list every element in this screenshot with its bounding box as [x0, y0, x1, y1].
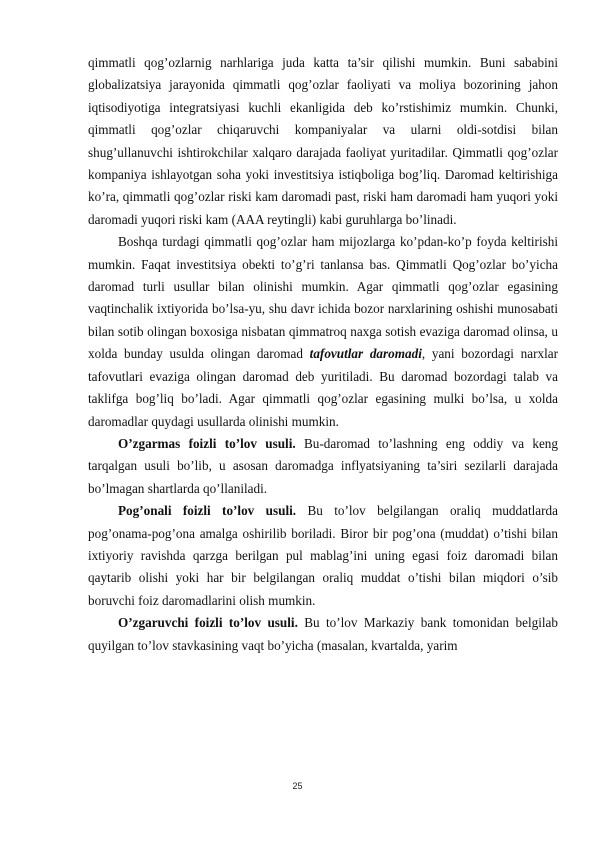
paragraph-fixed-rate-text: Bu-daromad to’lashning eng oddiy va keng tarqalgan usuli bo’lib, u asosan daromadga inflyatsiyaning ta’siri sezilarli darajada bo’lmagan shartlarda qo’llaniladi.	[88, 435, 558, 496]
paragraph-income-methods	[88, 231, 558, 433]
paragraph-intro	[88, 52, 558, 231]
paragraph-variable-rate	[88, 612, 558, 657]
term-variable-rate: O’zgaruvchi foizli to’lov usuli.	[118, 615, 298, 631]
paragraph-fixed-rate	[88, 433, 558, 500]
paragraph-income-text-1: Boshqa turdagi qimmatli qog’ozlar ham mijozlarga ko’pdan-ko’p foyda keltirishi mumkin. Faqat investitsiya obekti to’g’ri tanlansa bas. Qimmatli Qog’ozlar bo’yicha daromad turli usullar bilan olinishi mumkin. Agar qimmatli qog’ozlar egasining vaqtinchalik ixtiyorida bo’lsa-yu, shu davr ichida bozor narxlarining oshishi munosabati bilan sotib olingan boxosiga nisbatan qimmatroq naxga sotish evaziga daromad olinsa, u xolda bunday usulda olingan daromad	[88, 234, 558, 362]
paragraph-income-text-2: , yani bozordagi narxlar tafovutlari evaziga olingan daromad deb yuritiladi. Bu daromad bozordagi talab va taklifga bog’liq bo’ladi. Agar qimmatli qog’ozlar egasining mulki bo’lsa, u xolda daromadlar quydagi usullarda olinishi mumkin.	[88, 346, 559, 429]
paragraph-variable-rate-text: Bu to’lov Markaziy bank tomonidan belgilab quyilgan to’lov stavkasining vaqt bo’yicha (masalan, kvartalda, yarim	[88, 615, 558, 653]
term-fixed-rate: O’zgarmas foizli to’lov usuli.	[118, 435, 296, 451]
document-page	[88, 52, 558, 657]
paragraph-stepped-rate-text: Bu to’lov belgilangan oraliq muddatlarda pog’onama-pog’ona amalga oshirilib boriladi. Biror bir pog’ona (muddat) o’tishi bilan ixtiyoriy ravishda qarzga berilgan pul mablag’ini uning egasi foiz daromadi bilan qaytarib olishi yoki har bir belgilangan oraliq muddat o’tishi bilan miqdori o’sib boruvchi foiz daromadlarini olish mumkin.	[88, 503, 558, 608]
paragraph-stepped-rate	[88, 500, 558, 612]
term-stepped-rate: Pog’onali foizli to’lov usuli.	[118, 503, 297, 519]
paragraph-intro-text: qimmatli qog’ozlarnig narhlariga juda katta ta’sir qilishi mumkin. Buni sababini globalizatsiya jarayonida qimmatli qog’ozlar faoliyati va moliya bozorining jahon iqtisodiyotiga integratsiyasi kuchli ekanligida deb ko’rstishimiz mumkin. Chunki, qimmatli qog’ozlar chiqaruvchi kompaniyalar va ularni oldi-sotdisi bilan shug’ullanuvchi ishtirokchilar xalqaro darajada faoliyat yuritadilar. Qimmatli qog’ozlar kompaniya ishlayotgan soha yoki investitsiya istiqboliga bog’liq. Daromad keltirishiga ko’ra, qimmatli qog’ozlar riski kam daromadi past, riski ham daromadi ham yuqori yoki daromadi yuqori riski kam (AAA reytingli) kabi guruhlarga bo’linadi.	[88, 55, 558, 227]
emphasis-tafovutlar-daromadi: tafovutlar daromadi	[309, 346, 422, 362]
page-number: 25	[292, 781, 303, 791]
